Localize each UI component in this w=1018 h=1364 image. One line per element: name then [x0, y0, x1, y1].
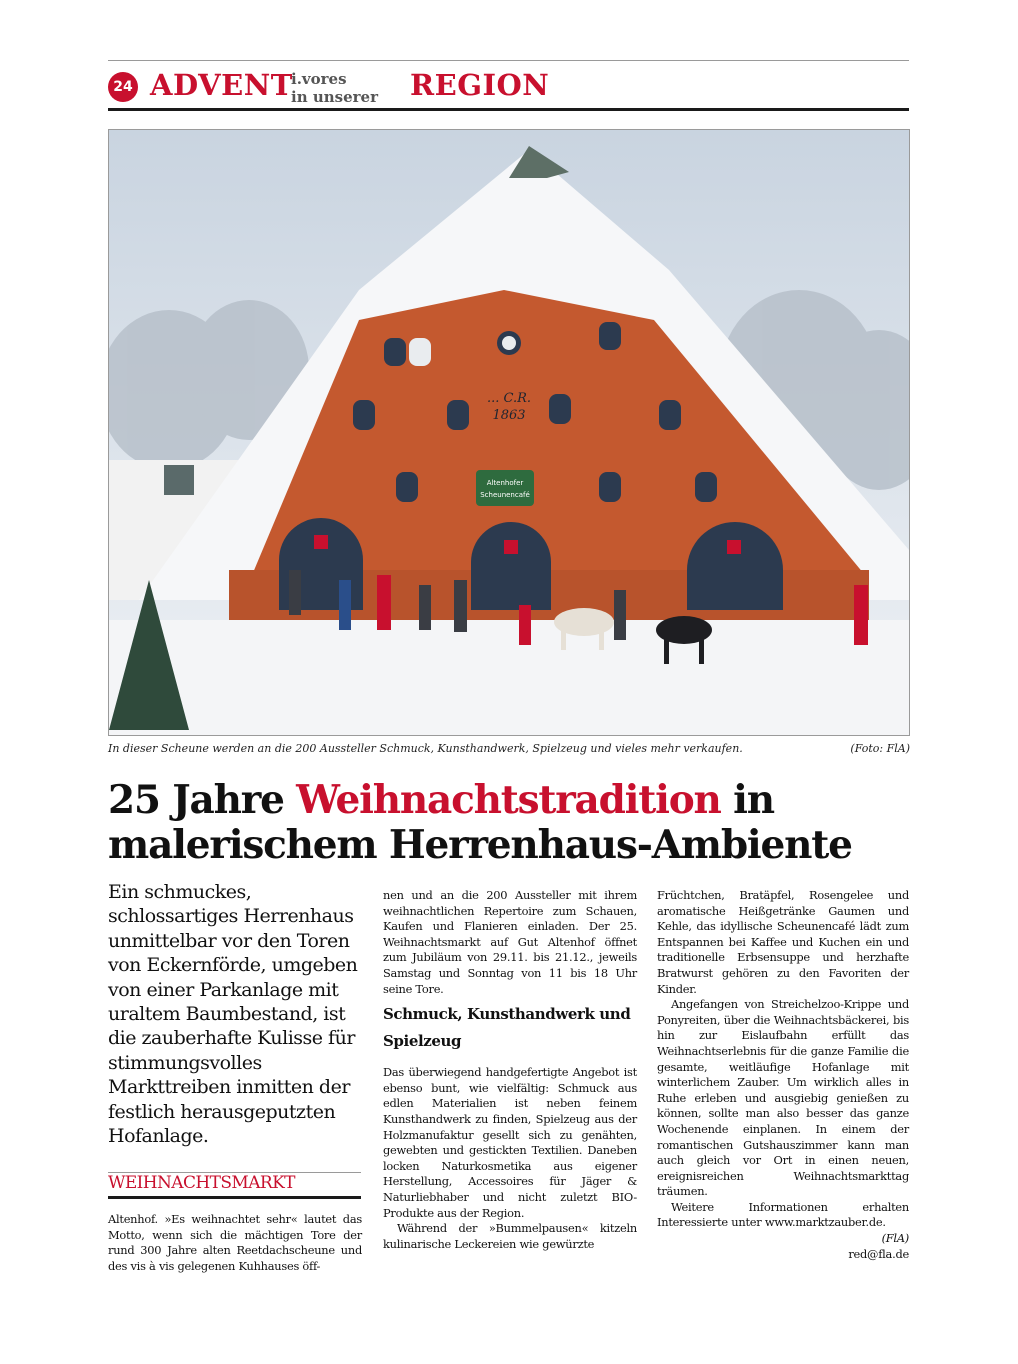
headline-part-2: in: [720, 777, 774, 823]
top-rule: [108, 60, 909, 61]
col2-paragraph-1: nen und an die 200 Aussteller mit ihrem weihnachtlichen Repertoire zum Schauen, Kaufen und Flanieren einladen. Der 25. Weihnachtsmarkt auf Gut Altenhof öffnet zum Jubiläum von 29.11. bis 21.12., jeweils Samstag und Sonntag von 11 bis 18 Uhr seine Tore.: [383, 888, 637, 996]
author-signature: (FlA): [881, 1231, 909, 1246]
column-1: [108, 1212, 362, 1274]
gable-inscription-1: ... C.R.: [486, 391, 532, 406]
col1-paragraph-1: Altenhof. »Es weihnachtet sehr« lautet das Motto, wenn sich die mächtigen Tore der rund 300 Jahre alten Reetdachscheune und des vis à vis gelegenen Kuhhauses öff-: [108, 1212, 362, 1273]
article-subhead: Schmuck, Kunsthandwerk und Spielzeug: [383, 1005, 631, 1051]
col3-paragraph-2: Angefangen von Streichelzoo-Krippe und Ponyreiten, über die Weihnachtsbäckerei, bis hin zur Eislaufbahn erfüllt das Weihnachtserlebnis für die ganze Familie die gesamte, weitläufige Hofanlage mit winterlichem Zauber. Um wirklich alles in Ruhe erleben und ausgiebig genießen zu können, sollte man also besser das ganze Wochenende einplanen. In einem der romantischen Gutshauszimmer kann man auch gleich vor Ort in einen neuen, ereignisreichen Weihnachtsmarkttag träumen.: [657, 997, 909, 1199]
section-region: REGION: [410, 68, 550, 102]
col3-paragraph-1: Früchtchen, Bratäpfel, Rosengelee und aromatische Heißgetränke Gaumen und Kehle, das idyllische Scheunencafé lädt zum Entspannen bei Kaffee und Kuchen ein und traditionelle Erbsensuppe und herzhafte Bratwurst gehören zu den Favoriten der Kinder.: [657, 888, 909, 996]
headline-line-2: malerischem Herrenhaus-Ambiente: [108, 822, 852, 868]
col2-paragraph-3: Während der »Bummelpausen« kitzeln kulinarische Leckereien wie gewürzte: [383, 1221, 637, 1251]
cafe-sign-line-2: Scheunencafé: [480, 491, 530, 499]
col2-paragraph-2: Das überwiegend handgefertigte Angebot ist ebenso bunt, wie vielfältig: Schmuck aus edlen Materialien ist neben feinem Kunsthandwerk zu finden, Spielzeug aus der Holzmanufaktur gesellt sich zu genähten, gewebten und gestickten Textilien. Daneben locken Naturkosmetika aus eigener Herstellung, Accessoires für Jäger & Naturliebhaber und nicht zuletzt BIO-Produkte aus der Region.: [383, 1065, 637, 1220]
headline-highlight: Weihnachtstradition: [296, 777, 721, 823]
slogan-line-1: i.vores: [291, 70, 347, 88]
col3-paragraph-3: Weitere Informationen erhalten Interessierte unter www.marktzauber.de.: [657, 1199, 909, 1230]
gable-inscription-2: 1863: [492, 408, 526, 423]
column-2: [383, 888, 637, 1252]
page-header: [108, 66, 909, 106]
photo-caption: In dieser Scheune werden an die 200 Aussteller Schmuck, Kunsthandwerk, Spielzeug und vieles mehr verkaufen.: [108, 742, 743, 755]
section-title: ADVENT: [150, 68, 293, 102]
article-kicker: WEIHNACHTSMARKT: [108, 1173, 295, 1193]
author-email: red@fla.de: [848, 1246, 909, 1261]
article-headline: [108, 778, 908, 868]
barn-photo: [108, 129, 910, 736]
cafe-sign: [476, 470, 534, 506]
page-number-badge: 24: [108, 72, 138, 102]
barn-illustration: [109, 130, 909, 735]
headline-part-1: 25 Jahre: [108, 777, 297, 823]
photo-credit: (Foto: FlA): [850, 742, 910, 755]
article-lead: Ein schmuckes, schlossartiges Herrenhaus unmittelbar vor den Toren von Eckernförde, umgeben von einer Parkanlage mit uraltem Baumbestand, ist die zauberhafte Kulisse für stimmungsvolles Markttreiben inmitten der festlich herausgeputzten Hofanlage.: [108, 881, 358, 1148]
header-rule: [108, 108, 909, 111]
kicker-rule-thick: [108, 1196, 361, 1199]
cafe-sign-line-1: Altenhofer: [486, 479, 524, 487]
column-3: [657, 888, 909, 1262]
section-slogan: [291, 70, 378, 106]
slogan-line-2: in unserer: [291, 88, 378, 106]
